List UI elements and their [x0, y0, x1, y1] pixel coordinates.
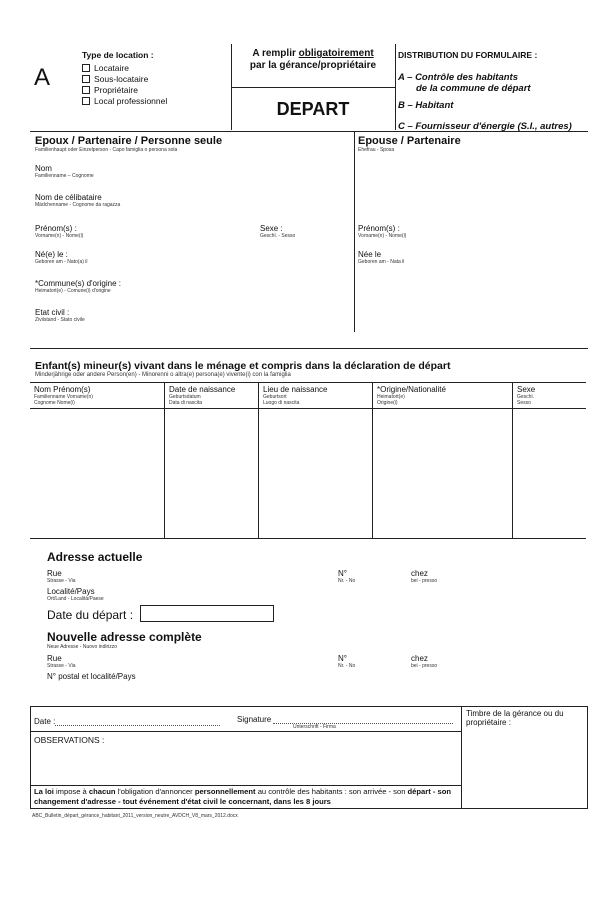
- signature-sublabel: Unterschrift - Firma: [293, 724, 336, 730]
- loi-part: impose à: [53, 787, 89, 796]
- field-sublabel: Ort/Land - Località/Paese: [47, 596, 104, 602]
- checkbox-icon[interactable]: [82, 64, 90, 72]
- field-sublabel: Mädchenname - Cognome da ragazza: [35, 202, 121, 208]
- field-label: *Commune(s) d'origine :: [35, 279, 122, 288]
- nouvelle-adresse-section: [47, 630, 202, 650]
- column-sexe: Sexe Geschl. Sesso: [517, 385, 536, 406]
- type-option-locataire[interactable]: Locataire: [82, 63, 167, 74]
- left-person-section: [35, 135, 222, 153]
- type-option-local-professionnel[interactable]: Local professionnel: [82, 96, 167, 107]
- field-no-actuel[interactable]: [338, 569, 355, 584]
- person-divider: [354, 131, 355, 332]
- left-section-subtitle: Familienhaupt oder Einzelperson - Capo famiglia o persona sola: [35, 147, 178, 153]
- field-sublabel: Geschl. - Sesso: [260, 233, 296, 239]
- column-origine-nationalite: *Origine/Nationalité Heimatort(e) Origine(i): [377, 385, 446, 406]
- type-location-block: [82, 50, 167, 107]
- header-rule: [30, 408, 586, 409]
- distribution-a: A – Contrôle des habitants: [398, 72, 518, 83]
- header-divider-right: [395, 44, 396, 130]
- field-label: Née le: [358, 250, 382, 259]
- field-sublabel: bei - presso: [411, 663, 438, 669]
- person-bottom-rule: [30, 348, 588, 349]
- loi-part: départ - son changement d'adresse - tout événement d'état civil le concernant, dans les 8 jours: [34, 787, 452, 806]
- field-label: Rue: [47, 569, 62, 578]
- children-title: Enfant(s) mineur(s) vivant dans le ménage et compris dans la déclaration de départ: [35, 360, 451, 372]
- loi-part: chacun: [88, 787, 116, 796]
- loi-part: personnellement: [194, 787, 256, 796]
- field-signature[interactable]: Signature Unterschrift - Firma: [237, 715, 453, 730]
- timbre-label: Timbre de la gérance ou du propriétaire :: [466, 709, 564, 727]
- field-label: Rue: [47, 654, 62, 663]
- field-sexe[interactable]: [260, 224, 295, 239]
- right-person-section: [358, 135, 461, 153]
- field-localite-actuelle[interactable]: [47, 587, 104, 602]
- loi-part: La loi: [34, 787, 54, 796]
- header-middle-rule: [231, 87, 395, 88]
- field-label: N°: [338, 569, 347, 578]
- column-date-naissance: Date de naissance Geburtsdatum Data di nascita: [169, 385, 236, 406]
- field-sublabel: Heimatort(e) - Comune(i) d'origine: [35, 288, 111, 294]
- field-no-nouveau[interactable]: [338, 654, 355, 669]
- field-sublabel: Nr. - No: [338, 663, 356, 669]
- field-ne-le[interactable]: [35, 250, 88, 265]
- field-nom-celibataire[interactable]: [35, 193, 120, 208]
- right-section-title: Epouse / Partenaire: [358, 135, 461, 147]
- field-sublabel: Strasse - Via: [47, 663, 76, 669]
- field-sublabel: Geboren am - Nata il: [358, 259, 405, 265]
- field-rue-nouvelle[interactable]: [47, 654, 76, 669]
- col-divider: [372, 383, 373, 538]
- left-section-title: Epoux / Partenaire / Personne seule: [35, 135, 223, 147]
- field-nom[interactable]: [35, 164, 94, 179]
- type-option-sous-locataire[interactable]: Sous-locataire: [82, 74, 167, 85]
- col-divider: [164, 383, 165, 538]
- header-bottom-rule: [30, 131, 588, 132]
- field-label: Prénom(s) :: [35, 224, 77, 233]
- field-label: Sexe :: [260, 224, 283, 233]
- col-divider: [258, 383, 259, 538]
- type-location-title: Type de location :: [82, 50, 154, 60]
- distribution-b: B – Habitant: [398, 100, 454, 111]
- observations-field[interactable]: OBSERVATIONS :: [34, 735, 105, 745]
- field-sublabel: Vorname(n) - Nome(i): [358, 233, 407, 239]
- field-sublabel: Zivilstand - Stato civile: [35, 317, 85, 323]
- checkbox-icon[interactable]: [82, 86, 90, 94]
- column-lieu-naissance: Lieu de naissance Geburtsort Luogo di nascita: [263, 385, 328, 406]
- field-label: Prénom(s) :: [358, 224, 400, 233]
- field-commune-origine[interactable]: [35, 279, 121, 294]
- file-name: ABC_Bulletin_départ_gérance_habitant_2011_version_neutre_AVDCH_V8_mars_2012.docx: [32, 813, 238, 819]
- field-epouse-prenoms[interactable]: [358, 224, 406, 239]
- nouvelle-adresse-title: Nouvelle adresse complète: [47, 630, 202, 644]
- field-sublabel: Geboren am - Nato(a) il: [35, 259, 88, 265]
- children-table: [30, 382, 586, 539]
- date-depart-label: Date du départ :: [47, 608, 134, 622]
- date-depart-input[interactable]: [140, 605, 274, 622]
- field-sublabel: Vorname(n) - Nome(i): [35, 233, 84, 239]
- field-chez-actuel[interactable]: [411, 569, 437, 584]
- distribution-c: C – Fournisseur d'énergie (S.I., autres): [398, 121, 572, 132]
- field-label: Etat civil :: [35, 308, 70, 317]
- checkbox-icon[interactable]: [82, 75, 90, 83]
- column-nom-prenoms: Nom Prénom(s) Familienname Vorname(n) Cognome Nome(i): [34, 385, 93, 406]
- page-title: DEPART: [276, 99, 350, 119]
- field-date-signature[interactable]: Date :: [34, 717, 220, 726]
- distribution-title: DISTRIBUTION DU FORMULAIRE :: [398, 50, 538, 60]
- children-section: [35, 360, 450, 378]
- field-rue-actuelle[interactable]: [47, 569, 76, 584]
- field-sublabel: bei - presso: [411, 578, 438, 584]
- field-chez-nouveau[interactable]: [411, 654, 437, 669]
- date-row-rule: [31, 731, 461, 732]
- loi-top-rule: [31, 785, 461, 786]
- nouvelle-adresse-subtitle: Neue Adresse - Nuovo indirizzo: [47, 644, 118, 650]
- field-label: chez: [411, 569, 428, 578]
- field-sublabel: Nr. - No: [338, 578, 356, 584]
- checkbox-icon[interactable]: [82, 97, 90, 105]
- remplir-notice: A remplir obligatoirement par la gérance/propriétaire: [249, 48, 377, 71]
- type-option-proprietaire[interactable]: Propriétaire: [82, 85, 167, 96]
- loi-part: au contrôle des habitants : son arrivée - son: [255, 787, 408, 796]
- field-label: Né(e) le :: [35, 250, 68, 259]
- copy-letter: A: [34, 64, 51, 91]
- loi-notice: [34, 787, 458, 806]
- field-epouse-nee-le[interactable]: [358, 250, 404, 265]
- distribution-block: [398, 50, 572, 132]
- field-label: Nom de célibataire: [35, 193, 102, 202]
- field-sublabel: Familienname – Cognome: [35, 173, 94, 179]
- adresse-actuelle-title: Adresse actuelle: [47, 550, 143, 564]
- field-label: Localité/Pays: [47, 587, 95, 596]
- distribution-a-detail: de la commune de départ: [416, 83, 531, 94]
- field-sublabel: Strasse - Via: [47, 578, 76, 584]
- field-label: chez: [411, 654, 428, 663]
- field-etat-civil[interactable]: [35, 308, 85, 323]
- field-postal-localite[interactable]: N° postal et localité/Pays: [47, 672, 136, 681]
- col-divider: [512, 383, 513, 538]
- field-label: N°: [338, 654, 347, 663]
- footer-box: [30, 706, 588, 809]
- right-section-subtitle: Ehefrau - Sposa: [358, 147, 395, 153]
- field-label: Nom: [35, 164, 52, 173]
- children-subtitle: Minderjährige oder andere Person(en) - Minorenni o altra(e) persona(e) vivente(i) con la famiglia: [35, 372, 291, 378]
- field-prenoms[interactable]: [35, 224, 83, 239]
- loi-part: l'obligation d'annoncer: [115, 787, 195, 796]
- timbre-divider: [461, 707, 462, 808]
